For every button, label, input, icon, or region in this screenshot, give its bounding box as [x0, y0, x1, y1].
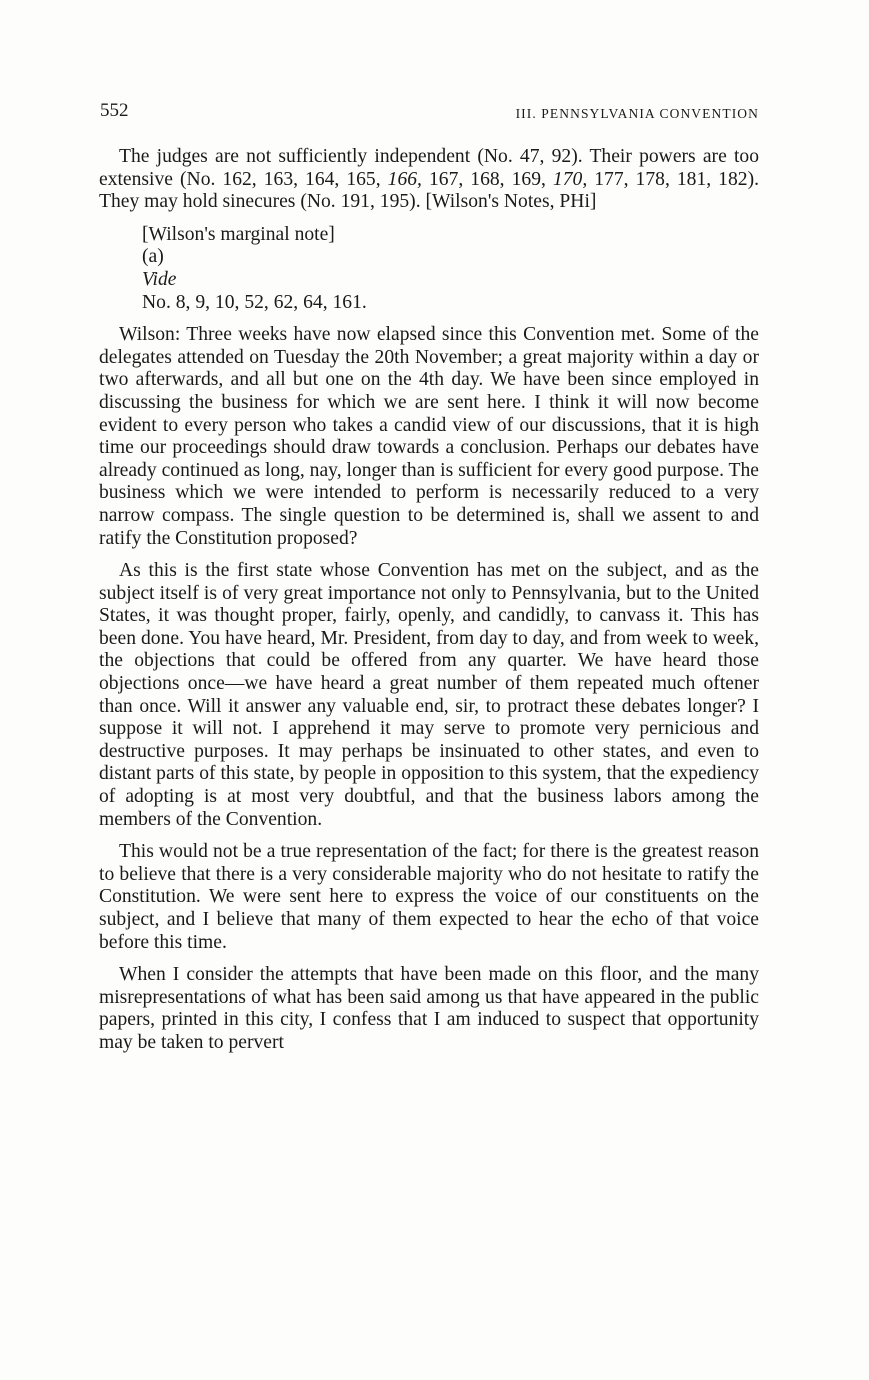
paragraph-judges — [99, 146, 759, 214]
marginal-note-heading: [Wilson's marginal note] — [142, 223, 335, 245]
marginal-note-prefix: (a) — [142, 246, 164, 268]
paragraph-true-representation: This would not be a true representation of the fact; for there is the greatest reason to believe that there is a very considerable majority who do not hesitate to ratify the Constitution. We were sent here to express the voice of our constituents on the subject, and I believe that many of them expected to hear the echo of that voice before this time. — [99, 841, 759, 953]
paragraph-judges-text-a: The judges are not sufficiently independent (No. 47, 92). Their powers are too extensive (No. 162, 163, 164, 165, — [99, 146, 759, 190]
marginal-note — [99, 224, 759, 314]
italic-number-170: 170, — [552, 168, 588, 190]
paragraph-first-state: As this is the first state whose Convention has met on the subject, and as the subject itself is of very great importance not only to Pennsylvania, but to the United States, it was thought proper, fairly, openly, and candidly, to canvass it. This has been done. You have heard, Mr. President, from day to day, and from week to week, the objections that could be offered from any quarter. We have heard those objections once—we have heard a great number of them repeated much oftener than once. Will it answer any valuable end, sir, to protract these debates longer? I suppose it will not. I apprehend it may serve to promote very pernicious and destructive purposes. It may perhaps be insinuated to other states, and even to distant parts of this state, by people in opposition to this system, that the expediency of adopting is at most very doubtful, and that the business labors among the members of the Convention. — [99, 560, 759, 830]
paragraph-judges-text-c: 167, 168, 169, — [421, 168, 553, 190]
marginal-note-text: No. 8, 9, 10, 52, 62, 64, 161. — [142, 291, 367, 313]
italic-number-166: 166, — [387, 168, 422, 190]
page-header — [100, 100, 759, 128]
page-number: 552 — [100, 100, 129, 121]
running-head: III. PENNSYLVANIA CONVENTION — [515, 106, 759, 121]
page-body — [99, 146, 759, 1065]
marginal-note-line — [142, 246, 759, 314]
vide-word: Vide — [142, 268, 177, 290]
paragraph-wilson-speech: Wilson: Three weeks have now elapsed since this Convention met. Some of the delegates attended on Tuesday the 20th November; a great majority within a day or two afterwards, and all but one on the 4th day. We have been since employed in discussing the business for which we are sent here. I think it will now become evident to every person who takes a candid view of our discussions, that it is high time our proceedings should draw towards a conclusion. Perhaps our debates have already continued as long, nay, longer than is sufficient for every good purpose. The business which we were intended to perform is necessarily reduced to a very narrow compass. The single question to be determined is, shall we assent to and ratify the Constitution proposed? — [99, 324, 759, 549]
paragraph-judges-text-e: 177, 178, 181, 182). They may hold sinecures (No. 191, 195). [Wilson's Notes, PHi] — [99, 168, 759, 213]
paragraph-attempts: When I consider the attempts that have been made on this floor, and the many misrepresentations of what has been said among us that have appeared in the public papers, printed in this city, I confess that I am induced to suspect that opportunity may be taken to pervert — [99, 964, 759, 1053]
